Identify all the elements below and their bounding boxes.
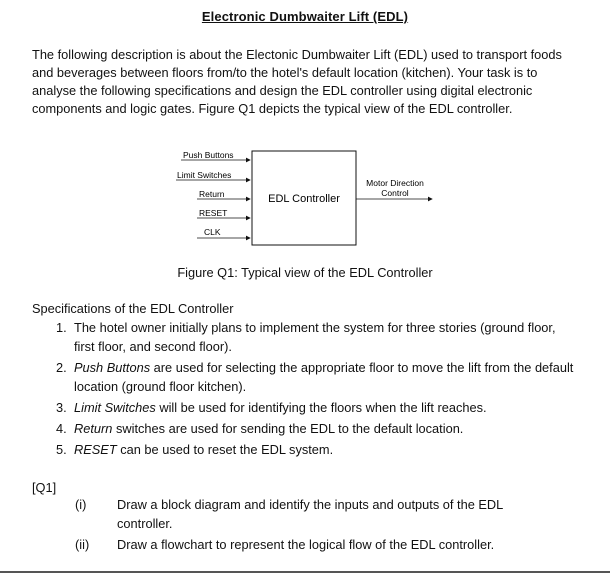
spec-item-emphasis: Push Buttons (74, 360, 151, 375)
spec-item-number: 2. (56, 360, 67, 375)
specs-list (56, 318, 576, 461)
output-label-line2: Control (381, 188, 409, 198)
question-part-text: Draw a block diagram and identify the inputs and outputs of the EDL controller. (117, 497, 503, 531)
figure-caption: Figure Q1: Typical view of the EDL Controller (177, 265, 433, 280)
spec-item-text: can be used to reset the EDL system. (116, 442, 334, 457)
specs-heading: Specifications of the EDL Controller (32, 301, 234, 316)
spec-item-number: 1. (56, 320, 67, 335)
spec-item (56, 318, 576, 356)
spec-item-number: 3. (56, 400, 67, 415)
input-label-limit-switches: Limit Switches (177, 170, 232, 180)
spec-item-text: will be used for identifying the floors when the lift reaches. (155, 400, 487, 415)
question-part-number: (ii) (75, 537, 90, 552)
input-label-return: Return (199, 189, 225, 199)
spec-item-text: are used for selecting the appropriate floor to move the lift from the default location (ground floor kitchen). (74, 360, 574, 394)
question-part-number: (i) (75, 497, 87, 512)
document-title: Electronic Dumbwaiter Lift (EDL) (201, 9, 409, 24)
spec-item (56, 419, 576, 438)
edl-block-diagram (0, 0, 610, 260)
question-label: [Q1] (32, 480, 57, 495)
spec-item-emphasis: RESET (74, 442, 117, 457)
spec-item-emphasis: Limit Switches (74, 400, 156, 415)
spec-item-number: 4. (56, 421, 67, 436)
spec-item-number: 5. (56, 442, 67, 457)
intro-text: The following description is about the Electonic Dumbwaiter Lift (EDL) used to transport foods and beverages between floors from/to the hotel's default location (kitchen). Your task is to analyse the following specifications and design the EDL controller using digital electronic components and logic gates. Figure Q1 depicts the typical view of the EDL controller. (32, 47, 562, 116)
input-label-reset: RESET (199, 208, 228, 218)
input-label-push-buttons: Push Buttons (183, 150, 234, 160)
question-part-text: Draw a flowchart to represent the logical flow of the EDL controller. (117, 537, 495, 552)
spec-item (56, 440, 576, 459)
spec-item-text: The hotel owner initially plans to implement the system for three stories (ground floor, first floor, and second floor). (74, 320, 556, 354)
spec-item (56, 358, 576, 396)
spec-item-emphasis: Return (74, 421, 113, 436)
edl-controller-label: EDL Controller (268, 193, 340, 205)
input-label-clk: CLK (204, 227, 221, 237)
spec-item (56, 398, 576, 417)
output-label-line1: Motor Direction (366, 178, 424, 188)
spec-item-text: switches are used for sending the EDL to the default location. (112, 421, 464, 436)
